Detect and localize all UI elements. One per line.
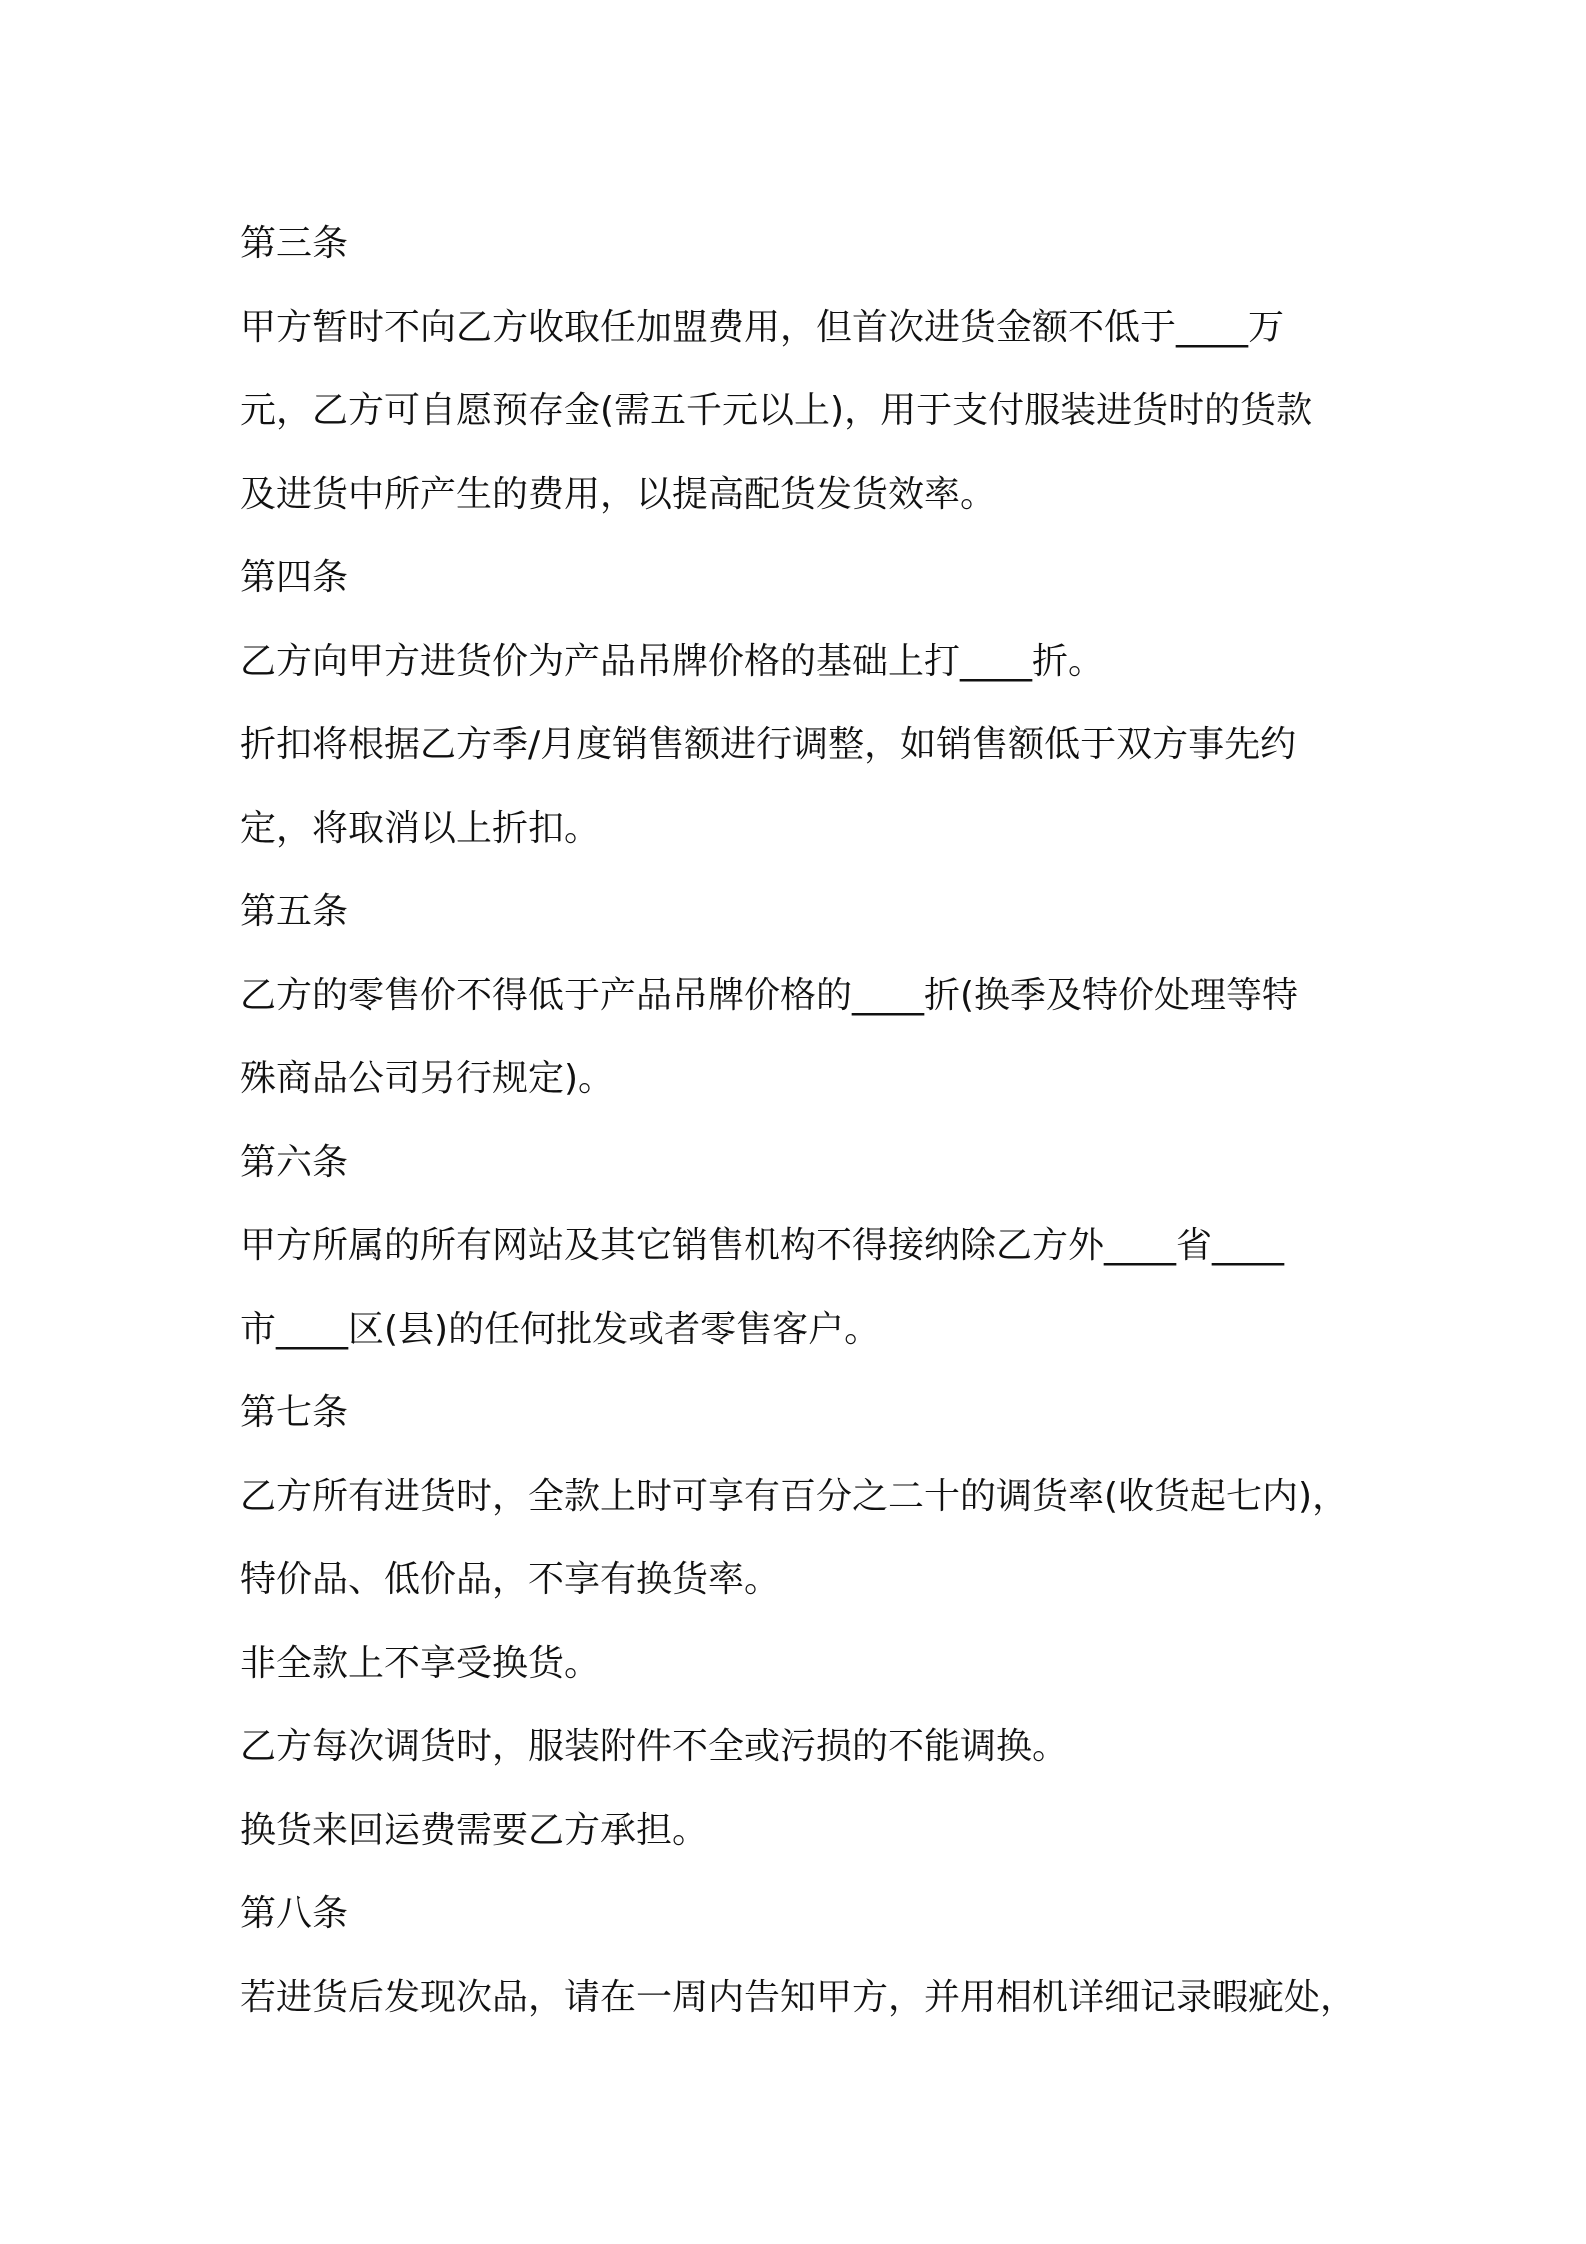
paragraph-line: 折扣将根据乙方季/月度销售额进行调整，如销售额低于双方事先约 [240, 724, 1297, 765]
paragraph-line: 定，将取消以上折扣。 [240, 807, 601, 849]
article-heading-7: 第七条 [240, 1392, 349, 1433]
paragraph-line: 甲方所属的所有网站及其它销售机构不得接纳除乙方外____省____ [240, 1225, 1285, 1266]
paragraph-line: 乙方所有进货时，全款上时可享有百分之二十的调货率(收货起七内)， [240, 1475, 1349, 1517]
paragraph-line: 甲方暂时不向乙方收取任加盟费用，但首次进货金额不低于____万 [240, 306, 1285, 348]
document-body [240, 202, 1360, 2039]
paragraph-line: 非全款上不享受换货。 [240, 1642, 601, 1684]
paragraph-line: 乙方每次调货时，服装附件不全或污损的不能调换。 [240, 1726, 1069, 1767]
paragraph-line: 特价品、低价品，不享有换货率。 [240, 1559, 781, 1600]
article-heading-8: 第八条 [240, 1893, 349, 1934]
paragraph-line: 乙方向甲方进货价为产品吊牌价格的基础上打____折。 [240, 640, 1105, 682]
article-heading-5: 第五条 [240, 891, 349, 932]
paragraph-line: 及进货中所产生的费用，以提高配货发货效率。 [240, 473, 997, 515]
paragraph-line: 若进货后发现次品，请在一周内告知甲方，并用相机详细记录暇疵处， [240, 1976, 1357, 2018]
paragraph-line: 市____区(县)的任何批发或者零售客户。 [240, 1308, 881, 1350]
paragraph-line: 乙方的零售价不得低于产品吊牌价格的____折(换季及特价处理等特 [240, 974, 1299, 1016]
article-heading-4: 第四条 [240, 557, 349, 598]
paragraph-line: 殊商品公司另行规定)。 [240, 1058, 615, 1099]
paragraph-line: 换货来回运费需要乙方承担。 [240, 1809, 709, 1851]
paragraph-line: 元，乙方可自愿预存金(需五千元以上)，用于支付服装进货时的货款 [240, 390, 1313, 431]
article-heading-6: 第六条 [240, 1141, 349, 1183]
article-heading-3: 第三条 [240, 223, 349, 264]
